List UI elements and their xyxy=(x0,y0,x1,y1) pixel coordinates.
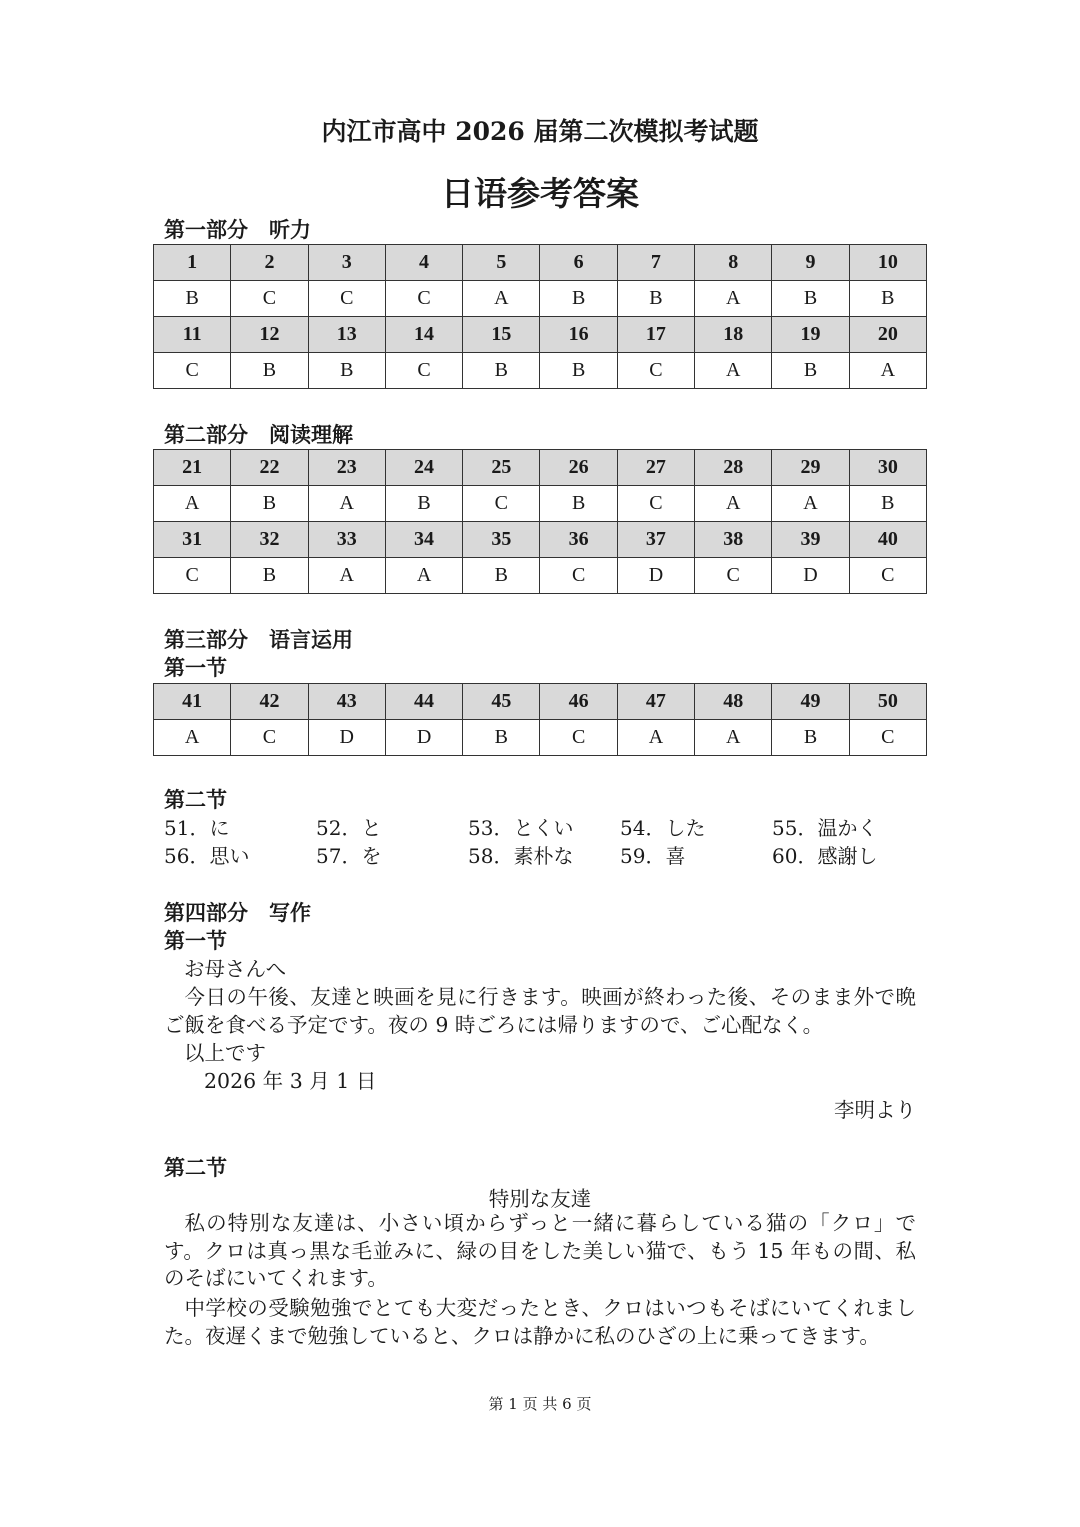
part2-answer-table xyxy=(153,449,927,594)
question-number-cell: 35 xyxy=(463,522,540,558)
question-number-cell: 6 xyxy=(540,245,617,281)
answer-cell: B xyxy=(772,720,849,756)
question-number-cell: 19 xyxy=(772,317,849,353)
answer-row xyxy=(154,281,927,317)
fill-in-answers xyxy=(164,814,924,870)
part3-section1-heading: 第一节 xyxy=(164,655,227,680)
fill-answer: 56．思い xyxy=(164,844,250,868)
answer-row xyxy=(154,720,927,756)
question-number-cell: 10 xyxy=(849,245,926,281)
part3-section2-heading: 第二节 xyxy=(164,787,227,812)
answer-cell: C xyxy=(385,353,462,389)
answer-cell: B xyxy=(772,353,849,389)
answer-cell: B xyxy=(463,720,540,756)
part4-section1-heading: 第一节 xyxy=(164,928,227,953)
answer-cell: B xyxy=(154,281,231,317)
page-number: 第 1 页 共 6 页 xyxy=(488,1395,592,1413)
question-number-cell: 2 xyxy=(231,245,308,281)
fill-row xyxy=(164,842,924,870)
answer-cell: B xyxy=(772,281,849,317)
question-number-cell: 28 xyxy=(695,450,772,486)
answer-cell: B xyxy=(463,558,540,594)
answer-cell: C xyxy=(617,486,694,522)
answer-cell: C xyxy=(695,558,772,594)
question-number-row xyxy=(154,684,927,720)
question-number-cell: 46 xyxy=(540,684,617,720)
letter-signature: 李明より xyxy=(834,1098,916,1122)
question-number-cell: 26 xyxy=(540,450,617,486)
question-number-cell: 48 xyxy=(695,684,772,720)
question-number-cell: 18 xyxy=(695,317,772,353)
question-number-cell: 11 xyxy=(154,317,231,353)
part1-answer-table xyxy=(153,244,927,389)
fill-answer: 52．と xyxy=(316,816,382,840)
answer-cell: C xyxy=(540,558,617,594)
question-number-cell: 25 xyxy=(463,450,540,486)
question-number-cell: 30 xyxy=(849,450,926,486)
essay-paragraph-1: 私の特別な友達は、小さい頃からずっと一緒に暮らしている猫の「クロ」です。クロは真っ黒な毛並みに、緑の目をした美しい猫で、もう 15 年もの間、私のそばにいてくれます。 xyxy=(164,1211,916,1290)
letter-date: 2026 年 3 月 1 日 xyxy=(204,1069,377,1093)
answer-row xyxy=(154,558,927,594)
question-number-cell: 31 xyxy=(154,522,231,558)
answer-cell: A xyxy=(385,558,462,594)
answer-cell: C xyxy=(231,281,308,317)
question-number-cell: 41 xyxy=(154,684,231,720)
part4-heading: 第四部分 写作 xyxy=(164,900,311,925)
fill-answer: 51．に xyxy=(164,816,230,840)
answer-cell: A xyxy=(308,558,385,594)
answer-cell: A xyxy=(772,486,849,522)
question-number-cell: 14 xyxy=(385,317,462,353)
question-number-cell: 39 xyxy=(772,522,849,558)
question-number-cell: 8 xyxy=(695,245,772,281)
answer-cell: A xyxy=(617,720,694,756)
letter-greeting: お母さんへ xyxy=(184,957,287,981)
part2-heading: 第二部分 阅读理解 xyxy=(164,422,353,447)
part3-heading: 第三部分 语言运用 xyxy=(164,627,353,652)
answer-cell: B xyxy=(540,281,617,317)
question-number-cell: 17 xyxy=(617,317,694,353)
question-number-cell: 4 xyxy=(385,245,462,281)
fill-row xyxy=(164,814,924,842)
question-number-cell: 29 xyxy=(772,450,849,486)
answer-cell: C xyxy=(463,486,540,522)
question-number-cell: 24 xyxy=(385,450,462,486)
answer-cell: B xyxy=(308,353,385,389)
answer-cell: C xyxy=(849,720,926,756)
answer-cell: C xyxy=(540,720,617,756)
answer-cell: C xyxy=(231,720,308,756)
fill-answer: 60．感謝し xyxy=(772,844,878,868)
question-number-cell: 22 xyxy=(231,450,308,486)
question-number-cell: 15 xyxy=(463,317,540,353)
question-number-cell: 1 xyxy=(154,245,231,281)
answer-cell: A xyxy=(695,353,772,389)
answer-cell: D xyxy=(772,558,849,594)
answer-cell: A xyxy=(695,281,772,317)
question-number-cell: 21 xyxy=(154,450,231,486)
answer-cell: C xyxy=(308,281,385,317)
answer-cell: B xyxy=(540,486,617,522)
question-number-cell: 45 xyxy=(463,684,540,720)
question-number-cell: 9 xyxy=(772,245,849,281)
part1-heading: 第一部分 听力 xyxy=(164,217,311,242)
answer-cell: A xyxy=(695,720,772,756)
question-number-cell: 37 xyxy=(617,522,694,558)
answer-cell: B xyxy=(540,353,617,389)
question-number-cell: 49 xyxy=(772,684,849,720)
answer-cell: B xyxy=(849,281,926,317)
answer-cell: C xyxy=(849,558,926,594)
question-number-cell: 23 xyxy=(308,450,385,486)
fill-answer: 57．を xyxy=(316,844,382,868)
answer-cell: A xyxy=(154,486,231,522)
answer-cell: C xyxy=(154,558,231,594)
question-number-cell: 20 xyxy=(849,317,926,353)
answer-cell: D xyxy=(385,720,462,756)
part3-answer-table xyxy=(153,683,927,756)
fill-answer: 53．とくい xyxy=(468,816,574,840)
answer-row xyxy=(154,486,927,522)
answer-cell: A xyxy=(463,281,540,317)
answer-cell: A xyxy=(849,353,926,389)
essay-paragraph-2: 中学校の受験勉強でとても大変だったとき、クロはいつもそばにいてくれました。夜遅くまで勉強していると、クロは静かに私のひざの上に乗ってきます。 xyxy=(164,1296,916,1348)
fill-answer: 59．喜 xyxy=(620,844,686,868)
answer-cell: B xyxy=(849,486,926,522)
question-number-cell: 13 xyxy=(308,317,385,353)
answer-cell: B xyxy=(617,281,694,317)
question-number-cell: 32 xyxy=(231,522,308,558)
question-number-cell: 40 xyxy=(849,522,926,558)
question-number-cell: 27 xyxy=(617,450,694,486)
fill-answer: 54．した xyxy=(620,816,706,840)
question-number-row xyxy=(154,317,927,353)
question-number-row xyxy=(154,450,927,486)
answer-cell: B xyxy=(231,558,308,594)
question-number-cell: 43 xyxy=(308,684,385,720)
question-number-cell: 38 xyxy=(695,522,772,558)
fill-answer: 55．温かく xyxy=(772,816,878,840)
answer-row xyxy=(154,353,927,389)
question-number-cell: 16 xyxy=(540,317,617,353)
question-number-cell: 12 xyxy=(231,317,308,353)
question-number-cell: 3 xyxy=(308,245,385,281)
question-number-cell: 42 xyxy=(231,684,308,720)
question-number-cell: 44 xyxy=(385,684,462,720)
answer-cell: B xyxy=(231,353,308,389)
answer-cell: B xyxy=(385,486,462,522)
question-number-cell: 50 xyxy=(849,684,926,720)
fill-answer: 58．素朴な xyxy=(468,844,574,868)
answer-cell: A xyxy=(308,486,385,522)
letter-body: 今日の午後、友達と映画を見に行きます。映画が終わった後、そのまま外で晩ご飯を食べる予定です。夜の 9 時ごろには帰りますので、ご心配なく。 xyxy=(164,985,916,1037)
question-number-cell: 34 xyxy=(385,522,462,558)
answer-cell: B xyxy=(463,353,540,389)
question-number-cell: 7 xyxy=(617,245,694,281)
question-number-cell: 36 xyxy=(540,522,617,558)
answer-cell: C xyxy=(617,353,694,389)
question-number-cell: 33 xyxy=(308,522,385,558)
answer-cell: C xyxy=(154,353,231,389)
answer-cell: A xyxy=(695,486,772,522)
document-title: 日语参考答案 xyxy=(441,174,639,213)
answer-cell: B xyxy=(231,486,308,522)
part4-section2-heading: 第二节 xyxy=(164,1155,227,1180)
essay-title: 特別な友達 xyxy=(488,1187,592,1211)
letter-closing: 以上です xyxy=(184,1041,266,1065)
answer-cell: D xyxy=(617,558,694,594)
exam-title: 内江市高中 2026 届第二次模拟考试题 xyxy=(321,117,759,146)
question-number-row xyxy=(154,245,927,281)
answer-cell: D xyxy=(308,720,385,756)
answer-cell: A xyxy=(154,720,231,756)
question-number-cell: 47 xyxy=(617,684,694,720)
question-number-row xyxy=(154,522,927,558)
question-number-cell: 5 xyxy=(463,245,540,281)
answer-cell: C xyxy=(385,281,462,317)
